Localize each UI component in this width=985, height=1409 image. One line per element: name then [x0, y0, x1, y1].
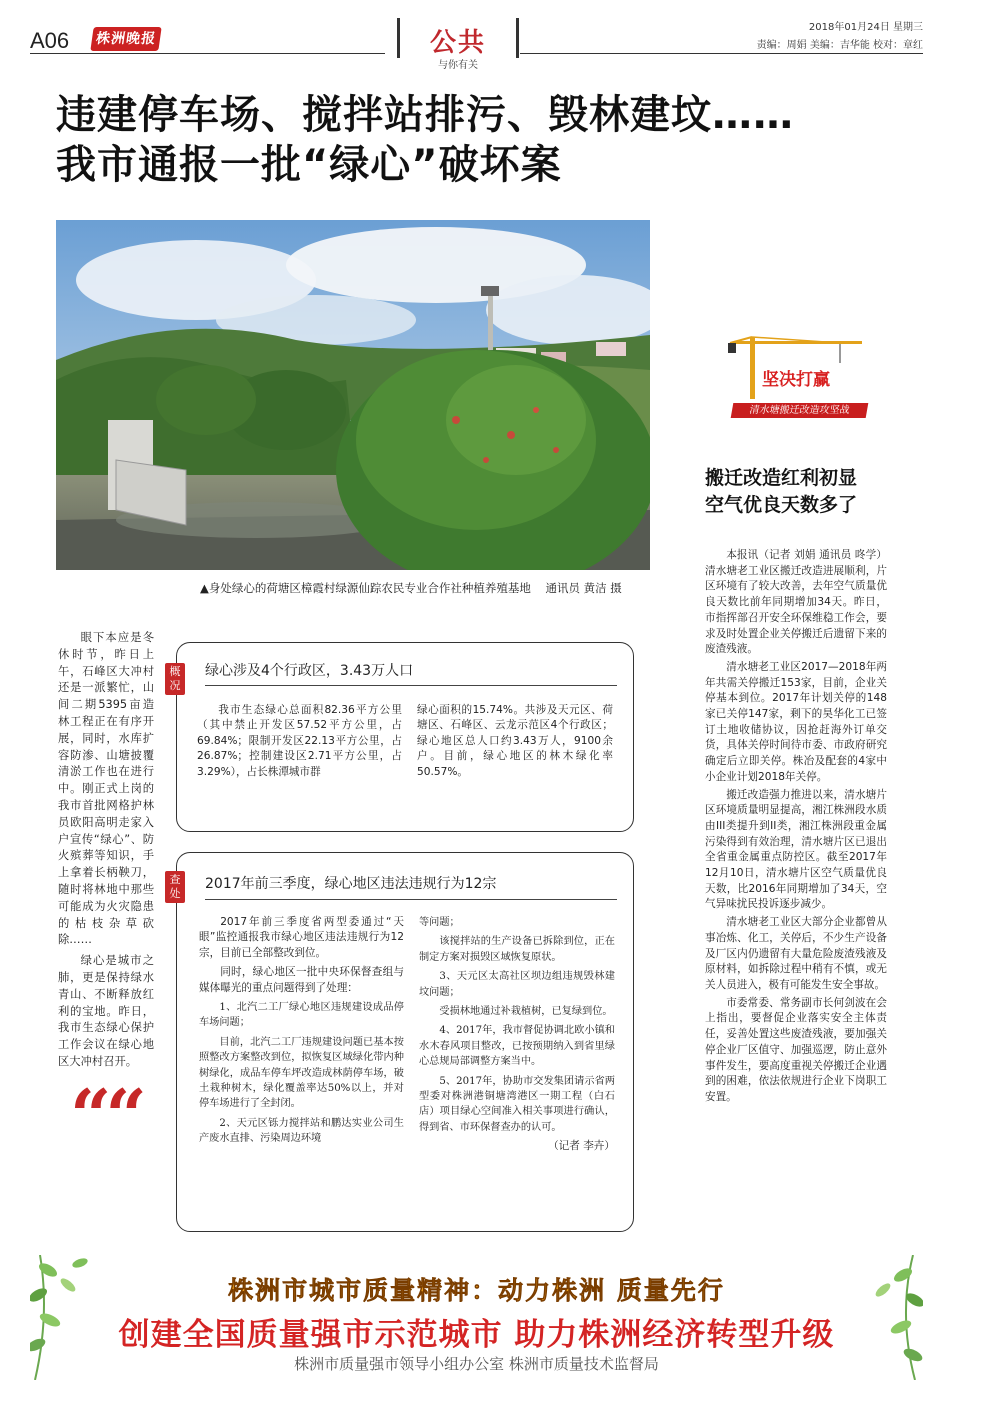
banner-headline: 创建全国质量强市示范城市 助力株洲经济转型升级	[118, 1317, 835, 1353]
investigation-column-1	[199, 915, 404, 1151]
item-paragraph: 2017年前三季度省两型委通过“天眼”监控通报我市绿心地区违法违规行为12宗，目前已全部整改到位。	[199, 916, 404, 959]
sidebar-article-title	[705, 465, 857, 519]
landscape-illustration	[56, 220, 650, 570]
article-paragraph: 清水塘老工业区2017—2018年两年共需关停搬迁153家，目前，企业关停基本到位。2017年计划关停的148家已关停147家，剩下的昊华化工已签订土地收储协议，因抢赶海外订单交货，具体关停时间待市委、市政府研究确定后立即关停。株冶及配套的4家中小企业计划2018年关停。	[705, 660, 887, 783]
article-paragraph: 清水塘老工业区大部分企业都曾从事冶炼、化工，关停后，不少生产设备及厂区内仍遗留有大量危险废渣残液及原材料，如拆除过程中稍有不慎，或无关人员进入，极有可能发生安全事故。	[705, 916, 887, 991]
caption-text: ▲身处绿心的荷塘区樟霞村绿源仙踪农民专业合作社种植养殖基地	[200, 581, 531, 595]
reporter-signature: （记者 李卉）	[548, 1140, 615, 1153]
item-paragraph: 目前，北汽二工厂违规建设问题已基本按照整改方案整改到位，拟恢复区域绿化带内种树绿化，成品车停车坪改造成林荫停车场，破土栽种树木，绿化覆盖率达50%以上，并对停车场进行了全封闭。	[199, 1036, 404, 1110]
overview-heading: 绿心涉及4个行政区，3.43万人口	[205, 663, 414, 679]
photo-credit: 通讯员 黄洁 摄	[545, 581, 622, 595]
main-headline	[56, 90, 794, 190]
overview-column-2: 绿心面积的15.74%。共涉及天元区、荷塘区、石峰区、云龙示范区4个行政区；绿心地区总人口约3.43万人，9100余户。目前，绿心地区的林木绿化率50.57%。	[417, 704, 613, 778]
banner-slogan: 株洲市城市质量精神：动力株洲 质量先行	[228, 1276, 725, 1305]
sidebar-title-line-2: 空气优良天数多了	[705, 494, 858, 516]
item-paragraph: 等问题；	[419, 917, 460, 928]
investigation-divider	[205, 899, 617, 900]
quality-banner-ad	[30, 1255, 923, 1380]
sidebar-article-body	[705, 548, 887, 1108]
news-photo	[56, 220, 650, 570]
item-paragraph: 4、2017年，我市督促协调北欧小镇和水木春风项目整改，已按预期纳入到省里绿心总规局部调整方案当中。	[419, 1025, 615, 1068]
lead-column	[58, 630, 154, 1071]
article-paragraph: 本报讯（记者 刘娟 通讯员 咚学）清水塘老工业区搬迁改造进展顺利，片区环境有了较大改善，去年空气质量优良天数比前年同期增加34天。昨日，市指挥部召开安全环保维稳工作会，要求及时处置企业关停搬迁后遗留下来的废渣残液。	[705, 549, 887, 656]
headline-line-1: 违建停车场、搅拌站排污、毁林建坟……	[56, 92, 794, 138]
campaign-subtitle: 清水塘搬迁改造攻坚战	[731, 403, 869, 418]
quote-mark-icon: ““	[70, 1073, 141, 1158]
item-paragraph: 2、天元区铄力搅拌站和鹏达实业公司生产废水直排、污染周边环境	[199, 1117, 404, 1145]
item-paragraph: 受损林地通过补栽植树，已复绿到位。	[439, 1006, 613, 1018]
investigation-heading: 2017年前三季度，绿心地区违法违规行为12宗	[205, 876, 497, 892]
item-paragraph: 同时，绿心地区一批中央环保督查组与媒体曝光的重点问题得到了处理：	[199, 966, 404, 994]
investigation-box	[169, 852, 634, 1232]
overview-tag: 概况	[165, 663, 185, 695]
item-paragraph: 5、2017年，协助市交发集团请示省两型委对株洲港铜塘湾港区一期工程（白石店）项目绿心空间准入相关事项进行确认，得到省、市环保督查办的认可。	[419, 1075, 615, 1133]
paper-logo: 株洲晚报	[90, 27, 161, 51]
editor-credits: 责编：周娟 美编：吉华能 校对：章红	[756, 40, 923, 51]
item-paragraph: 1、北汽二工厂绿心地区违规建设成品停车场问题；	[199, 1002, 404, 1029]
section-name: 公共	[429, 28, 486, 58]
item-paragraph: 3、天元区太高社区坝边组违规毁林建坟问题；	[419, 971, 615, 998]
campaign-logo	[720, 335, 870, 425]
masthead-rule-right	[520, 53, 923, 54]
overview-column-1: 我市生态绿心总面积82.36平方公里（其中禁止开发区57.52平方公里，占69.84%；限制开发区22.13平方公里，占26.87%；控制建设区2.71平方公里，占3.29%），占长株潭城市群	[197, 704, 402, 778]
article-paragraph: 市委常委、常务副市长何剑波在会上指出，要督促企业落实安全主体责任，妥善处置这些废渣残液，要加强关停企业厂区值守、加强巡逻，防止意外事件发生，要高度重视关停搬迁企业遇到的困难，依法依规进行企业下岗职工安置。	[705, 996, 887, 1103]
section-subtitle: 与你有关	[438, 60, 478, 71]
overview-box	[169, 642, 634, 832]
investigation-tag: 查处	[165, 871, 185, 903]
issue-date: 2018年01月24日 星期三	[808, 22, 923, 33]
investigation-column-2	[419, 915, 615, 1159]
section-bar-right	[516, 18, 519, 58]
overview-divider	[205, 685, 617, 686]
lead-paragraph: 眼下本应是冬休时节，昨日上午，石峰区大冲村还是一派繁忙，山间二期5395亩造林工程正在有序开展，同时，水库扩容防渗、山塘披覆清淤工作也在进行中。刚正式上岗的我市首批网格护林员欧阳高明走家入户宣传“绿心”、防火殡葬等知识，手上拿着长柄鞅刀，随时将林地中那些可能成为火灾隐患的枯枝杂草砍除……	[58, 631, 154, 947]
sidebar-title-line-1: 搬迁改造红利初显	[705, 467, 858, 489]
campaign-title: 坚决打赢	[762, 370, 830, 390]
photo-caption	[200, 580, 622, 596]
headline-line-2: 我市通报一批“绿心”破坏案	[56, 142, 562, 188]
banner-sponsor: 株洲市质量强市领导小组办公室 株洲市质量技术监督局	[294, 1355, 659, 1373]
page-number: A06	[30, 28, 70, 53]
lead-paragraph: 绿心是城市之肺，更是保持绿水青山、不断释放红利的宝地。昨日，我市生态绿心保护工作会议在绿心地区大冲村召开。	[58, 954, 154, 1068]
article-paragraph: 搬迁改造强力推进以来，清水塘片区环境质量明显提高，湘江株洲段水质由III类提升到II类，湘江株洲段重金属污染得到有效治理，清水塘片区已退出全省重金属重点防控区。截至2017年12月10日，清水塘片区空气质量优良天数，比2016年同期增加了34天，空气异味扰民投诉逐步减少。	[705, 788, 887, 911]
item-paragraph: 该搅拌站的生产设备已拆除到位，正在制定方案对损毁区域恢复原状。	[419, 936, 615, 963]
masthead-rule-left	[30, 53, 385, 54]
